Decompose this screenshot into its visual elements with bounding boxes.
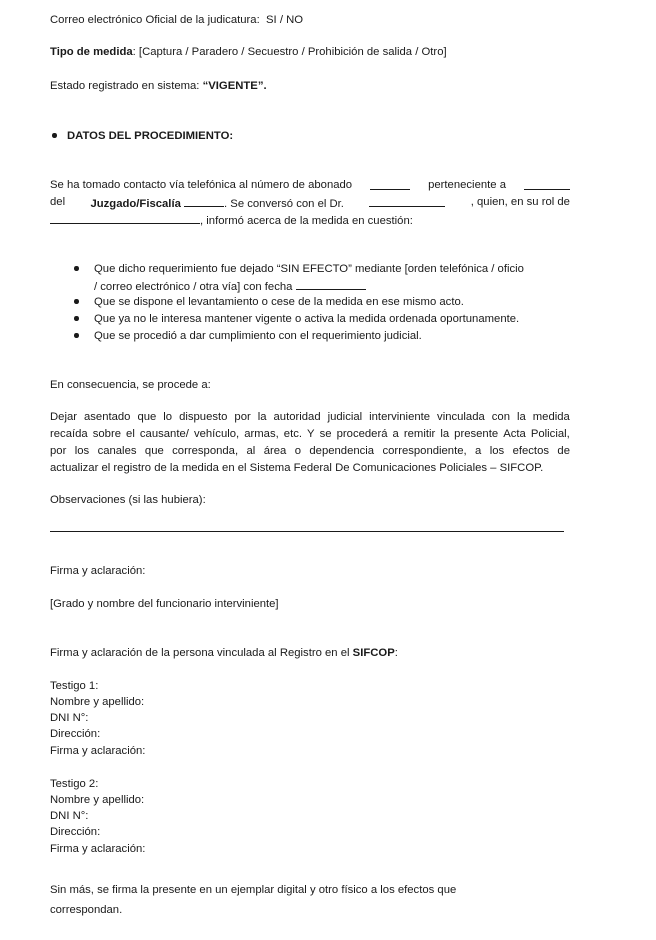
paragraph-word: los	[74, 445, 90, 457]
paragraph-word: Acta	[503, 428, 526, 440]
paragraph-word: dependencia	[309, 445, 375, 457]
testigo-1-title: Testigo 1:	[50, 680, 99, 692]
tipo-medida-value: : [Captura / Paradero / Secuestro / Prohibición de salida / Otro]	[132, 46, 447, 58]
paragraph-word: la	[516, 411, 526, 423]
paragraph-word: remitir	[403, 428, 436, 440]
tipo-medida-line	[50, 45, 447, 60]
testigo-1-firma: Firma y aclaración:	[50, 745, 146, 757]
paragraph-word: corresponda,	[172, 445, 239, 457]
paragraph-word: que	[144, 445, 164, 457]
contact-text-1b: perteneciente a	[428, 179, 506, 191]
paragraph-word: etc.	[283, 428, 302, 440]
bullet-4-text: Que se procedió a dar cumplimiento con el requerimiento judicial.	[94, 330, 422, 342]
paragraph-word: armas,	[244, 428, 279, 440]
abonado-blank	[370, 178, 410, 190]
paragraph-line-2	[50, 427, 570, 442]
contact-line-1	[50, 178, 570, 193]
testigo-2-firma: Firma y aclaración:	[50, 843, 146, 855]
testigo-2-dni: DNI N°:	[50, 810, 89, 822]
paragraph-word: judicial	[327, 411, 363, 423]
paragraph-word: Policial,	[530, 428, 570, 440]
estado-line	[50, 79, 267, 94]
paragraph-word: a	[475, 445, 482, 457]
paragraph-word: interviniente	[369, 411, 431, 423]
bullet-1-line-1: Que dicho requerimiento fue dejado “SIN EFECTO” mediante [orden telefónica / oficio	[94, 263, 524, 275]
paragraph-word: por	[234, 411, 251, 423]
paragraph-word: recaída	[50, 428, 88, 440]
firma-registro-text: Firma y aclaración de la persona vinculada al Registro en el	[50, 647, 350, 659]
tipo-medida-label: Tipo de medida	[50, 46, 133, 58]
paragraph-word: autoridad	[273, 411, 321, 423]
bullet-1-line-2-text: / correo electrónico / otra vía] con fecha	[94, 281, 293, 293]
closing-line-1: Sin más, se firma la presente en un ejemplar digital y otro físico a los efectos que	[50, 884, 457, 896]
contact-text-2b: . Se conversó con el Dr.	[224, 198, 344, 210]
bullet-2	[74, 299, 79, 304]
paragraph-word: o	[294, 445, 301, 457]
paragraph-word: la	[440, 428, 450, 440]
firma-label: Firma y aclaración:	[50, 565, 146, 577]
contact-text-1a: Se ha tomado contacto vía telefónica al número de abonado	[50, 179, 353, 191]
paragraph-word: con	[491, 411, 510, 423]
fecha-blank	[296, 278, 366, 290]
bullet-3-text: Que ya no le interesa mantener vigente o activa la medida ordenada oportunamente.	[94, 313, 520, 325]
paragraph-word: sobre	[92, 428, 121, 440]
paragraph-word: Dejar	[50, 411, 77, 423]
bullet-3	[74, 316, 79, 321]
testigo-1-direccion: Dirección:	[50, 728, 101, 740]
firma-registro-colon: :	[394, 647, 398, 659]
juzgado-label: Juzgado/Fiscalía	[90, 198, 181, 210]
paragraph-word: efectos	[512, 445, 550, 457]
paragraph-word: asentado	[83, 411, 131, 423]
contact-text-2c: , quien, en su rol de	[470, 196, 570, 208]
paragraph-word: presente	[454, 428, 499, 440]
observaciones-label: Observaciones (si las hubiera):	[50, 494, 206, 506]
paragraph-word: área	[263, 445, 287, 457]
estado-value: “VIGENTE”.	[202, 80, 267, 92]
estado-label: Estado registrado en sistema:	[50, 80, 200, 92]
correo-line	[50, 13, 303, 28]
testigo-1-dni: DNI N°:	[50, 712, 89, 724]
testigo-2-title: Testigo 2:	[50, 778, 99, 790]
paragraph-word: por	[50, 445, 67, 457]
grado-text: [Grado y nombre del funcionario interviniente]	[50, 598, 279, 610]
paragraph-word: vehículo,	[193, 428, 240, 440]
section-title: DATOS DEL PROCEDIMIENTO:	[67, 130, 234, 142]
paragraph-line-1	[50, 410, 570, 425]
contact-line-2	[50, 195, 570, 212]
paragraph-word: lo	[163, 411, 173, 423]
paragraph-line-4: actualizar el registro de la medida en el Sistema Federal De Comunicaciones Policiales – SIFCOP.	[50, 462, 544, 474]
paragraph-word: la	[257, 411, 267, 423]
paragraph-word: que	[137, 411, 157, 423]
paragraph-word: los	[489, 445, 505, 457]
bullet-1	[74, 266, 79, 271]
firma-registro-line	[50, 646, 398, 661]
closing-line-2: correspondan.	[50, 904, 123, 916]
paragraph-word: medida	[532, 411, 570, 423]
paragraph-word: causante/	[139, 428, 189, 440]
juzgado-blank	[184, 195, 224, 207]
perteneciente-blank	[524, 178, 570, 190]
section-bullet	[52, 133, 57, 138]
paragraph-word: al	[246, 445, 256, 457]
sifcop-label: SIFCOP	[352, 647, 395, 659]
contact-text-3: , informó acerca de la medida en cuestión:	[200, 215, 413, 227]
testigo-2-nombre: Nombre y apellido:	[50, 794, 145, 806]
contact-text-2a: del	[50, 196, 66, 208]
paragraph-word: dispuesto	[179, 411, 228, 423]
contact-line-3	[50, 212, 413, 229]
rol-blank	[50, 212, 200, 224]
paragraph-word: el	[126, 428, 135, 440]
paragraph-word: Y	[307, 428, 315, 440]
paragraph-word: vinculada	[437, 411, 485, 423]
doctor-blank	[369, 195, 445, 207]
correo-value: SI / NO	[266, 14, 304, 26]
testigo-2-direccion: Dirección:	[50, 826, 101, 838]
testigo-1-nombre: Nombre y apellido:	[50, 696, 145, 708]
paragraph-word: canales	[97, 445, 137, 457]
paragraph-word: de	[557, 445, 570, 457]
consecuencia-text: En consecuencia, se procede a:	[50, 379, 211, 391]
observaciones-line	[50, 531, 564, 532]
bullet-1-line-2	[94, 278, 366, 295]
paragraph-line-3	[50, 444, 570, 459]
paragraph-word: correspondiente,	[382, 445, 467, 457]
bullet-2-text: Que se dispone el levantamiento o cese de la medida en ese mismo acto.	[94, 296, 464, 308]
bullet-4	[74, 333, 79, 338]
paragraph-word: procederá	[336, 428, 388, 440]
paragraph-word: a	[392, 428, 399, 440]
paragraph-word: se	[319, 428, 332, 440]
correo-label: Correo electrónico Oficial de la judicatura:	[50, 14, 260, 26]
